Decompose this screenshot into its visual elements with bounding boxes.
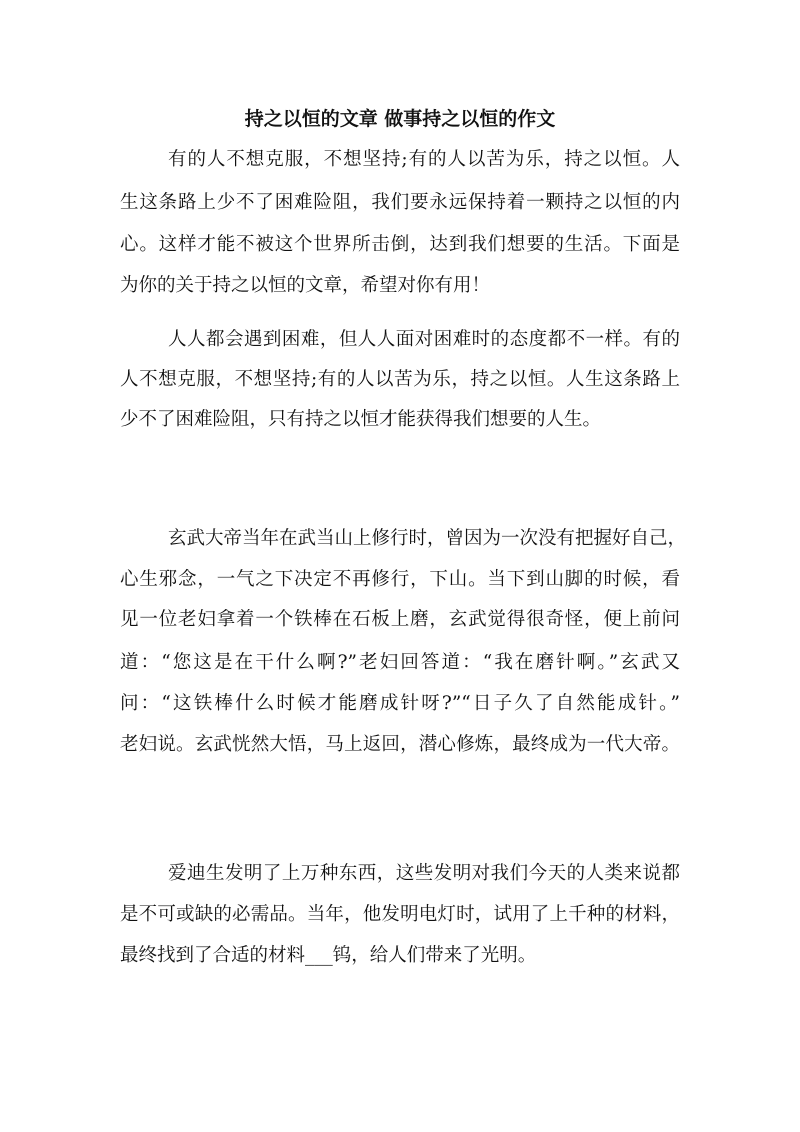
text-line: 少不了困难险阻，只有持之以恒才能获得我们想要的人生。 xyxy=(120,409,602,430)
text-line: 见一位老妇拿着一个铁棒在石板上磨，玄武觉得很奇怪，便上前问 xyxy=(120,609,680,630)
text-line: 最终找到了合适的材料___钨，给人们带来了光明。 xyxy=(120,945,537,966)
text-line: 心生邪念，一气之下决定不再修行，下山。当下到山脚的时候，看 xyxy=(120,569,680,590)
text-line: 爱迪生发明了上万种东西，这些发明对我们今天的人类来说都 xyxy=(168,863,680,884)
text-line: 心。这样才能不被这个世界所击倒，达到我们想要的生活。下面是 xyxy=(120,234,680,255)
text-line: 道：“您这是在干什么啊?”老妇回答道：“我在磨针啊。”玄武又 xyxy=(120,652,680,673)
text-line: 人人都会遇到困难，但人人面对困难时的态度都不一样。有的 xyxy=(168,329,680,350)
document-title: 持之以恒的文章 做事持之以恒的作文 xyxy=(244,108,556,130)
text-line: 人不想克服，不想坚持;有的人以苦为乐，持之以恒。人生这条路上 xyxy=(120,369,680,390)
text-line: 为你的关于持之以恒的文章，希望对你有用！ xyxy=(120,275,491,296)
text-line: 玄武大帝当年在武当山上修行时，曾因为一次没有把握好自己， xyxy=(168,528,687,549)
text-line: 问：“这铁棒什么时候才能磨成针呀?”“日子久了自然能成针。” xyxy=(120,693,680,714)
text-line: 生这条路上少不了困难险阻，我们要永远保持着一颗持之以恒的内 xyxy=(120,192,680,213)
text-line: 老妇说。玄武恍然大悟，马上返回，潜心修炼，最终成为一代大帝。 xyxy=(120,734,680,755)
text-line: 是不可或缺的必需品。当年，他发明电灯时，试用了上千种的材料， xyxy=(120,904,680,925)
text-line: 有的人不想克服，不想坚持;有的人以苦为乐，持之以恒。人 xyxy=(168,149,680,170)
